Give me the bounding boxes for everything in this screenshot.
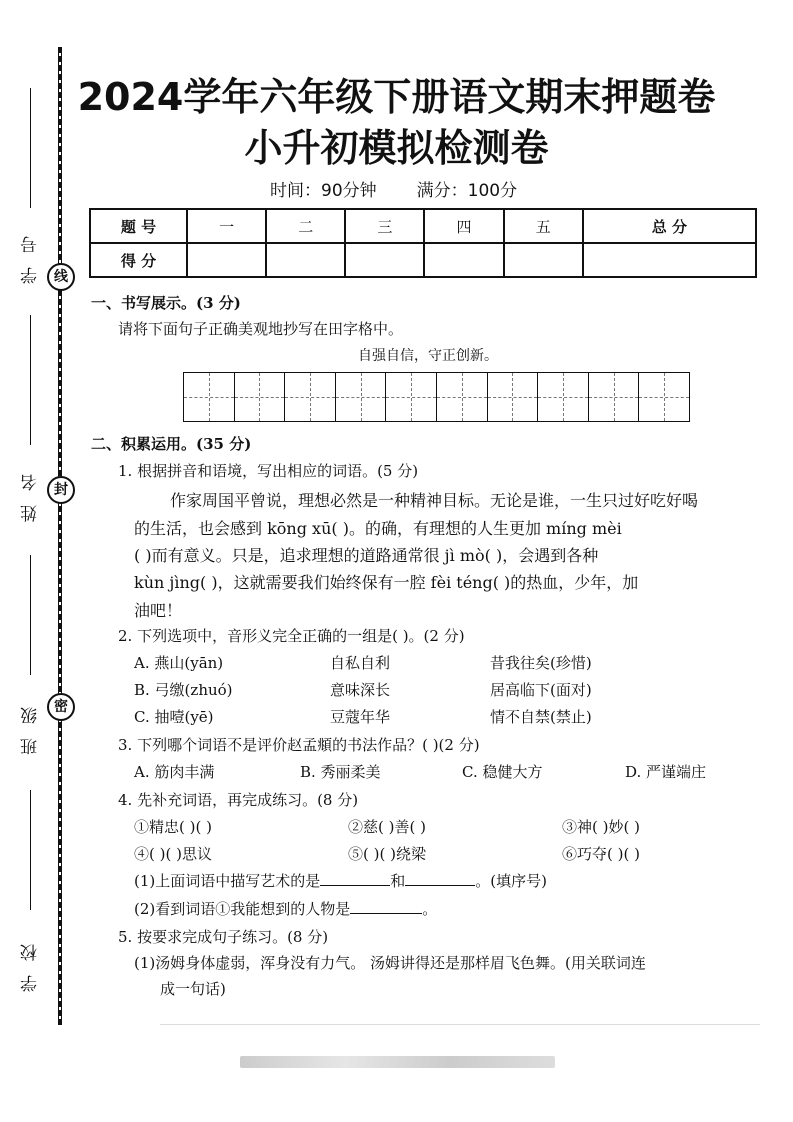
q2-option-c-3: 情不自禁(禁止): [490, 708, 592, 726]
name-blank[interactable]: [30, 315, 31, 445]
q3-option-c: C. 稳健大方: [462, 763, 543, 781]
score-table-header-label: 题 号: [90, 209, 187, 243]
grid-cell[interactable]: [386, 373, 437, 421]
grid-cell[interactable]: [538, 373, 589, 421]
blurred-watermark: [240, 1056, 555, 1068]
binding-circle-feng: 封: [47, 476, 75, 504]
q4-item-5: ⑤( )( )绕梁: [348, 845, 426, 863]
student-id-label: 学号: [21, 222, 41, 284]
exam-info: [270, 176, 557, 201]
q2-option-b-3: 居高临下(面对): [490, 681, 592, 699]
q4-item-6: ⑥巧夺( )( ): [562, 845, 640, 863]
q2-option-b-2: 意味深长: [330, 681, 391, 699]
q4-item-2: ②慈( )善( ): [348, 818, 426, 836]
score-table-col-2: 二: [266, 209, 345, 243]
score-cell-4[interactable]: [424, 243, 503, 277]
q1-passage-line1: 作家周国平曾说，理想必然是一种精神目标。无论是谁，一生只过好吃好喝: [170, 491, 699, 510]
score-cell-5[interactable]: [504, 243, 583, 277]
school-label: 学校: [21, 930, 41, 992]
q4-sub1-text-b: 和: [390, 872, 406, 890]
q4-item-3: ③神( )妙( ): [562, 818, 640, 836]
q1-passage-line5: 油吧！: [134, 601, 183, 620]
exam-full-score: 满分：100分: [416, 181, 518, 201]
grid-cell[interactable]: [285, 373, 336, 421]
score-table-col-4: 四: [424, 209, 503, 243]
q4-sub1-blank-1[interactable]: [320, 885, 390, 886]
q2-option-a-2: 自私自利: [330, 654, 391, 672]
q1-passage-line4: kùn jìng( )，这就需要我们始终保有一腔 fèi téng( )的热血，少年，加: [134, 573, 639, 592]
score-table-score-row: [90, 243, 756, 277]
name-label: 姓名: [21, 460, 41, 522]
q3-option-a: A. 筋肉丰满: [134, 763, 215, 781]
q1-stem: 1. 根据拼音和语境，写出相应的词语。(5 分): [118, 462, 419, 480]
answer-line[interactable]: [160, 1024, 760, 1025]
q5-sentence-1: (1)汤姆身体虚弱，浑身没有力气。 汤姆讲得还是那样眉飞色舞。(用关联词连: [134, 954, 646, 972]
q4-sub1-blank-2[interactable]: [405, 885, 475, 886]
q4-sub1-text-a: (1)上面词语中描写艺术的是: [134, 872, 321, 890]
score-table-col-1: 一: [187, 209, 266, 243]
section1-sentence: 自强自信，守正创新。: [358, 348, 498, 364]
score-table-col-total: 总 分: [583, 209, 756, 243]
binding-circle-mi: 密: [47, 693, 75, 721]
grid-cell[interactable]: [639, 373, 689, 421]
q1-passage-line3: ( )而有意义。只是，追求理想的道路通常很 jì mò( )，会遇到各种: [134, 546, 599, 565]
q2-stem: 2. 下列选项中，音形义完全正确的一组是( )。(2 分): [118, 627, 465, 645]
grid-cell[interactable]: [336, 373, 387, 421]
grid-cell[interactable]: [184, 373, 235, 421]
score-row-label: 得 分: [90, 243, 187, 277]
grid-cell[interactable]: [235, 373, 286, 421]
binding-circle-xian: 线: [47, 263, 75, 291]
exam-time: 时间：90分钟: [270, 181, 377, 201]
class-label: 班级: [21, 693, 41, 755]
q2-option-a-1: A. 燕山(yān): [134, 654, 224, 672]
q4-sub2: [134, 898, 437, 919]
grid-cell[interactable]: [488, 373, 539, 421]
q4-stem: 4. 先补充词语，再完成练习。(8 分): [118, 791, 359, 809]
score-table: [89, 208, 757, 278]
score-cell-total[interactable]: [583, 243, 756, 277]
q2-option-c-2: 豆蔻年华: [330, 708, 391, 726]
score-cell-2[interactable]: [266, 243, 345, 277]
binding-dashed-line: [58, 47, 62, 1025]
q4-sub2-text-a: (2)看到词语①我能想到的人物是: [134, 900, 351, 918]
section2-heading: 二、积累运用。(35 分): [91, 435, 252, 453]
score-table-header-row: [90, 209, 756, 243]
q3-option-b: B. 秀丽柔美: [300, 763, 381, 781]
score-table-col-5: 五: [504, 209, 583, 243]
q4-sub1-text-c: 。(填序号): [475, 872, 547, 890]
q4-item-1: ①精忠( )( ): [134, 818, 212, 836]
q3-stem: 3. 下列哪个词语不是评价赵孟頫的书法作品？( )(2 分): [118, 736, 480, 754]
class-blank[interactable]: [30, 555, 31, 675]
q4-sub1: [134, 870, 547, 891]
q1-passage-line2: 的生活，也会感到 kōng xū( )。的确，有理想的人生更加 míng mèi: [134, 519, 622, 538]
score-cell-3[interactable]: [345, 243, 424, 277]
tianzige-writing-grid[interactable]: [183, 372, 690, 422]
grid-cell[interactable]: [589, 373, 640, 421]
q3-option-d: D. 严谨端庄: [625, 763, 707, 781]
q2-option-c-1: C. 抽噎(yē): [134, 708, 214, 726]
q5-stem: 5. 按要求完成句子练习。(8 分): [118, 928, 329, 946]
score-cell-1[interactable]: [187, 243, 266, 277]
q4-sub2-blank[interactable]: [350, 913, 422, 914]
section1-instruction: 请将下面句子正确美观地抄写在田字格中。: [118, 320, 404, 338]
section1-heading: 一、书写展示。(3 分): [91, 294, 241, 312]
q2-option-b-1: B. 弓缴(zhuó): [134, 681, 233, 699]
q4-item-4: ④( )( )思议: [134, 845, 212, 863]
score-table-col-3: 三: [345, 209, 424, 243]
grid-cell[interactable]: [437, 373, 488, 421]
q2-option-a-3: 昔我往矣(珍惜): [490, 654, 592, 672]
exam-subtitle: 小升初模拟检测卷: [244, 126, 549, 170]
exam-title: 2024学年六年级下册语文期末押题卷: [77, 75, 716, 119]
q5-sentence-1-cont: 成一句话): [160, 980, 226, 998]
school-blank[interactable]: [30, 790, 31, 910]
q4-sub2-text-b: 。: [422, 900, 438, 918]
